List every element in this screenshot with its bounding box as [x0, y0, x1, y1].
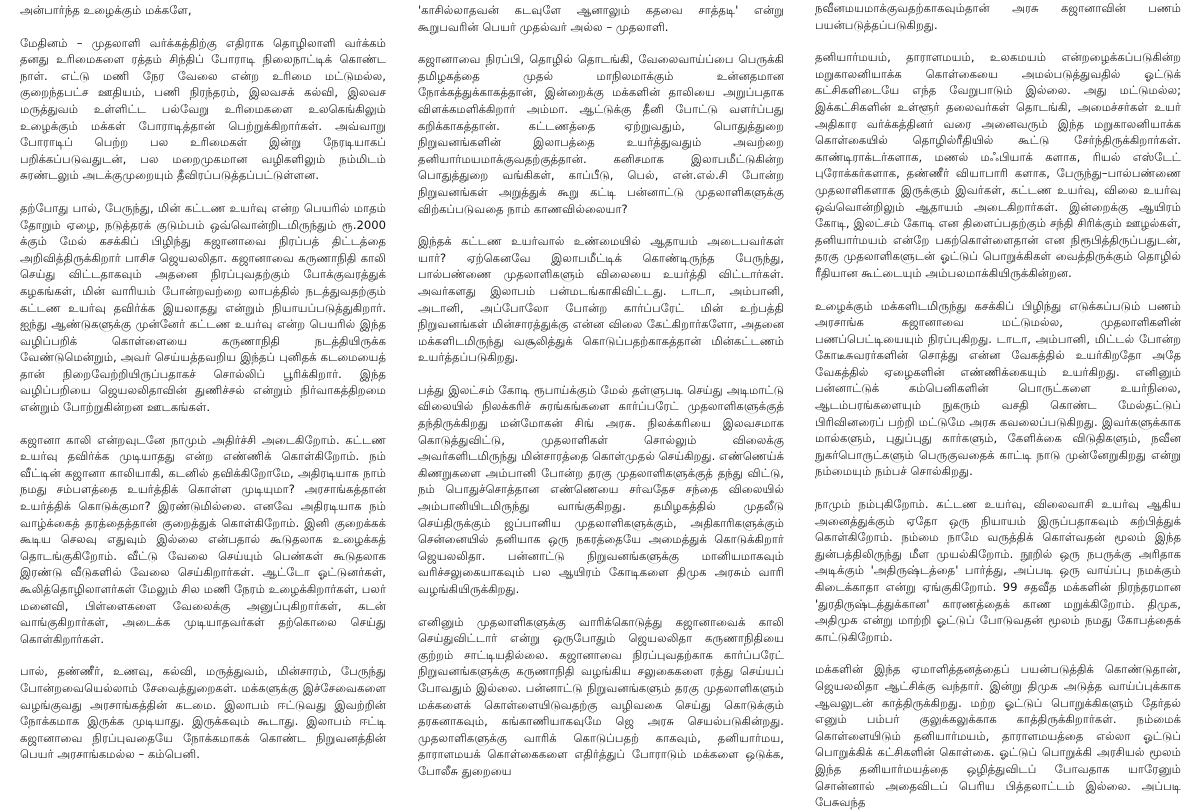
paragraph: எனினும் முதலாளிகளுக்கு வாரிக்கொடுத்து கஜானாவைக் காலி செய்துவிட்டார் என்று ஒருபோதும் ஜெயலலிதா கருணாநிதியை குற்றம் சாட்டியதில்லை. கஜானாவை நிரப்புவதற்காக கார்ப்பரேட் நிறுவனங்களுக்கு கருணாநிதி வழங்கிய சலுகைகளை ரத்து செய்யப் போவதும் இல்லை. பன்னாட்டு நிறுவனங்களும் தரகு முதலாளிகளும் மக்களைக் கொள்ளையிடுவதற்கு வழிவகை செய்து கொடுக்கும் தரகனாகவும், கங்காணியாகவுமே ஜெ அரசு செயல்படுகின்றது. முதலாளிகளுக்கு வாரிக் கொடுப்பதற் காகவும், தனியார்மய, தாராளமயக் கொள்கைகளை எதிர்த்துப் போராடும் மக்களை ஒடுக்க, போலீசு துறையை — [418, 614, 784, 778]
greeting: அன்பார்ந்த உழைக்கும் மக்களே, — [20, 3, 192, 17]
column-2 — [418, 2, 784, 778]
paragraph: பத்து இலட்சம் கோடி ரூபாய்க்கும் மேல் தள்ளுபடி செய்து அடிமாட்டு விலையில் நிலக்கரிச் சுரங்கங்களை கார்ப்பரேட் முதலாளிகளுக்குத் தந்திருக்கிறது மன்மோகன் சிங் அரசு. நிலக்கரியை இலவசமாக கொடுத்துவிட்டு, முதலாளிகள் சொல்லும் விலைக்கு அவர்களிடமிருந்து மின்சாரத்தை கொள்முதல் செய்கிறது. எண்ணெய்க் கிணறுகளை அம்பானி போன்ற தரகு முதலாளிகளுக்குத் தந்து விட்டு, நம் பொதுச்சொத்தான எண்ணெயை சர்வதேச சந்தை விலையில் அம்பானியிடமிருந்து வாங்குகிறது. தமிழகத்தில் முதலீடு செய்திருக்கும் ஜப்பானிய முதலாளிகளுக்கும், அதிகாரிகளுக்கும் சென்னையில் தனியாக ஒரு நகரத்தையே அமைத்துக் கொடுக்கிறார் ஜெயலலிதா. பன்னாட்டு நிறுவனங்களுக்கு மானியமாகவும் வரிச்சலுகையாகவும் பல ஆயிரம் கோடிகளை திமுக அரசும் வாரி வழங்கியிருக்கிறது. — [418, 382, 784, 596]
paragraph: மக்களின் இந்த ஏமாளித்தனத்தைப் பயன்படுத்திக் கொண்டுதான், ஜெயலலிதா ஆட்சிக்கு வந்தார். இன்று திமுக அடுத்த வாய்ப்புக்காக ஆவலுடன் காத்திருக்கிறது. மற்ற ஓட்டுப் பொறுக்கிகளும் தேர்தல் எனும் பம்பர் குலுக்கலுக்காக காத்திருக்கிறார்கள். நம்மைக் கொள்ளையிடும் தனியார்மயம், தாராளமயத்தை எல்லா ஓட்டுப் பொறுக்கிக் கட்சிகளின் கொள்கை. ஓட்டுப் பொறுக்கி அரசியல் மூலம் இந்த தனியார்மயத்தை ஒழித்துவிடப் போவதாக யாரேனும் சொன்னால் அதைவிடப் பெரிய பித்தலாட்டம் இல்லை. அப்படி பேசுவந்த — [815, 662, 1181, 810]
paragraph: பால், தண்ணீர், உணவு, கல்வி, மருத்துவம், மின்சாரம், பேருந்து போன்றவையெல்லாம் சேவைத்துறைகள். மக்களுக்கு இச்சேவைகளை வழங்குவது அரசாங்கத்தின் கடமை. இலாபம் ஈட்டுவது இவற்றின் நோக்கமாக இருக்க முடியாது. இருக்கவும் கூடாது. இலாபம் ஈட்டி கஜானாவை நிரப்புவதையே நோக்கமாகக் கொண்ட நிறுவனத்தின் பெயர் அரசாங்கமல்ல – கம்பெனி. — [20, 664, 386, 762]
paragraph: 'காசில்லாதவன் கடவுளே ஆனாலும் கதவை சாத்தடி' என்று கூறுபவரின் பெயர் முதல்வர் அல்ல – முதலாளி. — [418, 3, 784, 34]
paragraph: மேதினம் – முதலாளி வர்க்கத்திற்கு எதிராக தொழிலாளி வர்க்கம் தனது உரிமைகளை ரத்தம் சிந்திப் போராடி நிலைநாட்டிக் கொண்ட நாள். எட்டு மணி நேர வேலை என்ற உரிமை மட்டுமல்ல, குறைந்தபட்ச ஊதியம், பணி நிரந்தரம், இலவசக் கல்வி, இலவச மருத்துவம் உள்ளிட்ட பல்வேறு உரிமைகளை உலகெங்கிலும் உழைக்கும் மக்கள் போராடித்தான் பெற்றுக்கிறார்கள். அவ்வாறு போராடிப் பெற்ற பல உரிமைகள் இன்று நேரடியாகப் பறிக்கப்படுவதுடன், பல மறைமுகமான வழிகளிலும் நம்மிடம் சுரண்டலும் அடக்குமுறையும் தீவிரப்படுத்தப்பட்டுள்ளன. — [20, 35, 386, 183]
paragraph: தற்போது பால், பேருந்து, மின் கட்டண உயர்வு என்ற பெயரில் மாதம் தோறும் ஏழை, நடுத்தரக் குடும்பம் ஒவ்வொன்றிடமிருந்தும் ரூ.2000 க்கும் மேல் கசக்கிப் பிழிந்து கஜானாவை நிரப்பத் திட்டத்தை அறிவித்திருக்கிறார் பாசிச ஜெயலலிதா. கஜானாவை கருணாநிதி காலி செய்து விட்டதாகவும் அதனை நிரப்புவதற்கும் போக்குவரத்துக் கழகங்கள், மின் வாரியம் போன்றவற்றை லாபத்தில் நடத்துவதற்கும் கட்டண உயர்வு தவிர்க்க இயலாதது என்றும் நியாயப்படுத்துகிறார். ஐந்து ஆண்டுகளுக்கு முன்னேர் கட்டண உயர்வு என்ற பெயரில் இந்த வழிப்பறிக் கொள்ளையை கருணாநிதி நடத்தியிருக்க வேண்டுமென்றும், அவர் செய்யத்தவறிய இந்தப் புனிதக் கடமையைத் தான் நிறைவேற்றியிருப்பதாகச் சொல்லிப் பூரிக்கிறார். இந்த வழிப்பறியை ஜெயலலிதாவின் துணிச்சல் என்றும் நிர்வாகத்திறமை என்றும் போற்றுகின்றன ஊடகங்கள். — [20, 200, 386, 415]
column-3 — [815, 0, 1181, 810]
paragraph: இந்தக் கட்டண உயர்வால் உண்மையில் ஆதாயம் அடைபவர்கள் யார்? ஏற்கெனவே இலாபமீட்டிக் கொண்டிருந்த பேருந்து, பால்பண்ணை முதலாளிகளும் விலையை உயர்த்தி விட்டார்கள். அவர்களது இலாபம் பன்மடங்காகிவிட்டது. டாடா, அம்பானி, அடானி, அப்போலோ போன்ற கார்ப்பரேட் மின் உற்பத்தி நிறுவனங்கள் மின்சாரத்துக்கு என்ன விலை கேட்கிறார்களோ, அதனை மக்களிடமிருந்து வசூலித்துக் கொடுப்பதற்காகத்தான் மின்கட்டணம் உயர்த்தப்படுகிறது. — [418, 234, 784, 365]
paragraph: நாமும் நம்புகிறோம். கட்டண உயர்வு, விலைவாசி உயர்வு ஆகிய அனைத்துக்கும் ஏதோ ஒரு நியாயம் இருப்பதாகவும் கற்பித்துக் கொள்கிறோம். நம்மை நாமே வருத்திக் கொள்வதன் மூலம் இந்த துன்பத்திலிருந்து மீள முயல்கிறோம். நூறில் ஒரு நபருக்கு அரிதாக அடிக்கும் 'அதிருஷ்டத்தை' பார்த்து, அப்படி ஒரு வாய்ப்பு நமக்கும் கிடைக்காதா என்று ஏங்குகிறோம். 99 சதவீத மக்களின் நிரந்தரமான 'துரதிருஷ்டத்துக்கான' காரணத்தைக் காண மறுக்கிறோம். திமுக, அதிமுக என்று மாற்றி ஓட்டுப் போடுவதன் மூலம் நமது கோபத்தைக் காட்டுகிறோம். — [815, 497, 1181, 644]
paragraph: கஜானாவை நிரப்பி, தொழில் தொடங்கி, வேலைவாய்ப்பை பெருக்கி தமிழகத்தை முதல் மாநிலமாக்கும் உன்னதமான நோக்கத்துக்காகத்தான், இன்றைக்கு மக்களின் தாலியை அறுப்பதாக விளக்கமளிக்கிறார் அம்மா. ஆட்டுக்கு தீனி போட்டு வளர்ப்பது கறிக்காகத்தான். கட்டணத்தை ஏற்றுவதும், பொதுத்துறை நிறுவனங்களின் இலாபத்தை உயர்த்துவதும் அவற்றை தனியார்மயமாக்குவதற்குத்தான். கனிசமாக இலாபமீட்டுகின்ற பொதுத்துறை வங்கிகள், காப்பீடு, பெல், என்.எல்.சி போன்ற நிறுவனங்கள் அறுத்துக் கூறு கட்டி பன்னாட்டு முதலாளிகளுக்கு விற்கப்படுவதை நாம் காணவில்லையா? — [418, 52, 784, 216]
paragraph: தனியார்மயம், தாராளமயம், உலகமயம் என்றழைக்கப்படுகின்ற மறுகாலனியாக்க கொள்கையை அமல்படுத்துவதில் ஓட்டுக் கட்சிகளிடையே எந்த வேறுபாடும் இல்லை. அது மட்டுமல்ல; இக்கட்சிகளின் உள்ளூர் தலைவர்கள் தொடங்கி, அமைச்சர்கள் உயர் அதிகார வர்க்கத்தினர் வரை அனைவரும் இந்த மறுகாலனியாக்க கொள்கையில் தொழில்ரீதியில் கூட்டு சேர்ந்திருக்கிறார்கள். காண்டிராக்டர்களாக, மணல் மஃபியாக் களாக, ரியல் எஸ்டேட் புரோக்கர்களாக, தண்ணீர் வியாபாரி களாக, பேருந்து–பால்பண்ணை முதலாளிகளாக இருக்கும் இவர்கள், கட்டண உயர்வு, விலை உயர்வு ஒவ்வொன்றிலும் ஆதாயம் அடைகிறார்கள். இன்றைக்கு ஆயிரம் கோடி, இலட்சம் கோடி என திளைப்பதற்கும் சந்தி சிரிக்கும் ஊழல்கள், தனியார்மயம் என்றே பகற்கொள்ளைதான் என நிரூபித்திருப்பதுடன், தரகு முதலாளிகளுடன் ஓட்டுப் பொறுக்கிகள் வைத்திருக்கும் தொழில் ரீதியான கூட்டையும் அம்பலமாக்கியிருக்கின்றன. — [815, 50, 1181, 280]
paragraph: கஜானா காலி என்றவுடனே நாமும் அதிர்ச்சி அடைகிறோம். கட்டண உயர்வு தவிர்க்க முடியாதது என்ற எண்ணிக் கொள்கிறோம். நம் வீட்டின் கஜானா காலியாகி, கடனில் தவிக்கிறோமே, அதிரடியாக நாம் நமது சம்பளத்தை உயர்த்திக் கொள்ள முடியுமா? அரசாங்கத்தான் உயர்த்திக் கொடுக்குமா? இரண்டுமில்லை. எனவே அதிரடியாக நம் வாழ்க்கைத் தரத்தைத்தான் குறைத்துக் கொள்கிறோம். இனி குறைக்கக் கூடிய செலவு எதுவும் இல்லை என்பதால் கூடுதலாக உழைக்கத் தொடங்குகிறோம். வீட்டு வேலை செய்யும் பெண்கள் கூடுதலாக இரண்டு வீடுகளில் வேலை செய்கிறார்கள். ஆட்டோ ஓட்டுனர்கள், கூலித்தொழிலாளர்கள் மேலும் சில மணி நேரம் உழைக்கிறார்கள், பலர் மனைவி, பிள்ளைகளை வேலைக்கு அனுப்புகிறார்கள், கடன் வாங்குகிறார்கள், அடைக்க முடியாதவர்கள் தற்கொலை செய்து கொள்கிறார்கள். — [20, 432, 386, 646]
paragraph: உழைக்கும் மக்களிடமிருந்து கசக்கிப் பிழிந்து எடுக்கப்படும் பணம் அரசாங்க கஜானாவை மட்டுமல்ல, முதலாளிகளின் பணப்பெட்டியையும் நிரப்புகிறது. டாடா, அம்பானி, மிட்டல் போன்ற கோடீசுவரர்களின் சொத்து என்ன வேகத்தில் உயர்கிறதோ அதே வேகத்தில் ஏழைகளின் எண்ணிக்கையும் உயர்கிறது. எனினும் பன்னாட்டுக் கம்பெனிகளின் பொருட்களை உயர்நிலை, ஆடம்பரங்களையும் நுகரும் வசதி கொண்ட மேல்தட்டுப் பிரிவினரைப் பற்றி மட்டுமே அரசு கவலைப்படுகிறது. இவர்களுக்காக மால்களும், புதுப்புது கார்களும், கேளிக்கை விடுதிகளும், நவீன நுகர்பொருட்களும் பெருகுவதைக் காட்டி நாடு முன்னேறுகிறது என்று நம்மையும் நம்பச் சொல்கிறது. — [815, 298, 1181, 479]
paragraph: நவீனமயமாக்குவதற்காகவும்தான் அரசு கஜானாவின் பணம் பயன்படுத்தப்படுகிறது. — [815, 1, 1181, 32]
column-1 — [20, 2, 386, 762]
